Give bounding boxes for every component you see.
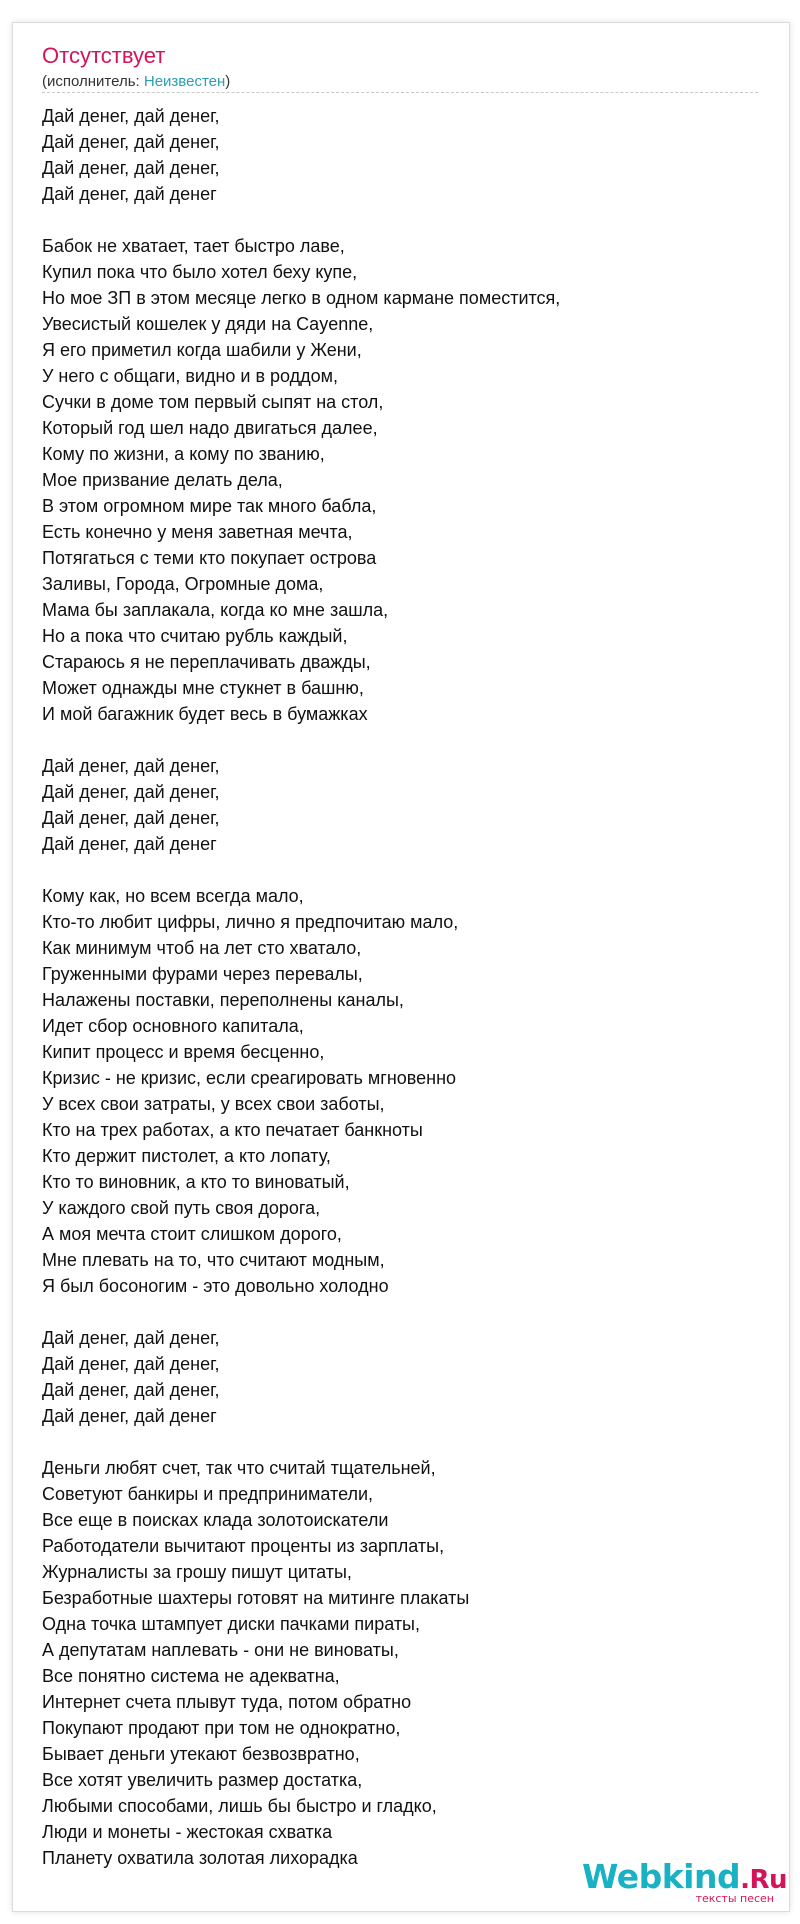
lyric-line: У него с общаги, видно и в роддом, xyxy=(42,366,339,386)
lyric-line: Сучки в доме том первый сыпят на стол, xyxy=(42,392,384,412)
artist-link[interactable]: Неизвестен xyxy=(143,73,226,90)
lyric-line: Дай денег, дай денег xyxy=(42,1406,217,1426)
lyric-line: Груженными фурами через перевалы, xyxy=(42,964,363,984)
lyric-line: Советуют банкиры и предприниматели, xyxy=(42,1484,374,1504)
lyric-line: Кому как, но всем всегда мало, xyxy=(42,886,304,906)
lyric-line: У каждого свой путь своя дорога, xyxy=(42,1198,321,1218)
lyrics-stanza xyxy=(42,233,762,727)
lyric-line: Как минимум чтоб на лет сто хватало, xyxy=(42,938,362,958)
lyric-line: Дай денег, дай денег, xyxy=(42,782,220,802)
lyric-line: Налажены поставки, переполнены каналы, xyxy=(42,990,404,1010)
lyric-line: И мой багажник будет весь в бумажках xyxy=(42,704,368,724)
lyric-line: Мама бы заплакала, когда ко мне зашла, xyxy=(42,600,389,620)
lyric-line: Люди и монеты - жестокая схватка xyxy=(42,1822,333,1842)
lyric-line: Дай денег, дай денег, xyxy=(42,132,220,152)
lyric-line: Одна точка штампует диски пачками пираты, xyxy=(42,1614,420,1634)
lyric-line: Кто держит пистолет, а кто лопату, xyxy=(42,1146,331,1166)
lyric-line: Я был босоногим - это довольно холодно xyxy=(42,1276,389,1296)
logo-tagline: тексты песен xyxy=(695,1892,774,1905)
lyric-line: У всех свои затраты, у всех свои заботы, xyxy=(42,1094,385,1114)
logo-tld: .Ru xyxy=(740,1865,788,1895)
lyric-line: Дай денег, дай денег, xyxy=(42,1328,220,1348)
lyric-line: Может однажды мне стукнет в башню, xyxy=(42,678,364,698)
lyric-line: Интернет счета плывут туда, потом обратно xyxy=(42,1692,412,1712)
lyric-line: Стараюсь я не переплачивать дважды, xyxy=(42,652,371,672)
lyric-line: А моя мечта стоит слишком дорого, xyxy=(42,1224,342,1244)
lyrics-body xyxy=(42,103,762,1871)
header-divider xyxy=(42,92,758,93)
lyric-line: Кипит процесс и время бесценно, xyxy=(42,1042,325,1062)
lyric-line: Но а пока что считаю рубль каждый, xyxy=(42,626,348,646)
logo-name: Webkind xyxy=(582,1857,741,1896)
lyric-line: Кто на трех работах, а кто печатает банкноты xyxy=(42,1120,423,1140)
lyrics-stanza xyxy=(42,1455,762,1871)
lyrics-stanza xyxy=(42,883,762,1299)
lyric-line: Работодатели вычитают проценты из зарплаты, xyxy=(42,1536,445,1556)
lyric-line: Безработные шахтеры готовят на митинге плакаты xyxy=(42,1588,470,1608)
lyric-line: Я его приметил когда шабили у Жени, xyxy=(42,340,362,360)
lyric-line: А депутатам наплевать - они не виноваты, xyxy=(42,1640,399,1660)
lyrics-stanza xyxy=(42,1325,762,1429)
lyric-line: Дай денег, дай денег xyxy=(42,184,217,204)
lyric-line: Идет сбор основного капитала, xyxy=(42,1016,304,1036)
lyric-line: Бывает деньги утекают безвозвратно, xyxy=(42,1744,360,1764)
lyric-line: Журналисты за грошу пишут цитаты, xyxy=(42,1562,352,1582)
lyric-line: Кто то виновник, а кто то виноватый, xyxy=(42,1172,350,1192)
lyric-line: Мое призвание делать дела, xyxy=(42,470,283,490)
artist-line xyxy=(42,72,230,92)
lyric-line: Потягаться с теми кто покупает острова xyxy=(42,548,377,568)
lyric-line: Деньги любят счет, так что считай тщательней, xyxy=(42,1458,436,1478)
lyric-line: Заливы, Города, Огромные дома, xyxy=(42,574,324,594)
lyric-line: Планету охватила золотая лихорадка xyxy=(42,1848,358,1868)
lyric-line: Но мое ЗП в этом месяце легко в одном кармане поместится, xyxy=(42,288,561,308)
lyric-line: Дай денег, дай денег, xyxy=(42,158,220,178)
lyric-line: Купил пока что было хотел беху купе, xyxy=(42,262,358,282)
lyric-line: Кризис - не кризис, если среагировать мгновенно xyxy=(42,1068,457,1088)
lyric-line: Кто-то любит цифры, лично я предпочитаю мало, xyxy=(42,912,459,932)
lyric-line: Дай денег, дай денег, xyxy=(42,808,220,828)
artist-prefix: (исполнитель: xyxy=(42,73,144,90)
webkind-logo[interactable] xyxy=(582,1857,788,1905)
lyric-line: Все еще в поисках клада золотоискатели xyxy=(42,1510,389,1530)
lyric-line: Любыми способами, лишь бы быстро и гладко, xyxy=(42,1796,437,1816)
lyric-line: Кому по жизни, а кому по званию, xyxy=(42,444,325,464)
lyric-line: Дай денег, дай денег, xyxy=(42,106,220,126)
lyric-line: В этом огромном мире так много бабла, xyxy=(42,496,377,516)
lyric-line: Бабок не хватает, тает быстро лаве, xyxy=(42,236,345,256)
artist-suffix: ) xyxy=(225,73,231,90)
lyric-line: Покупают продают при том не однократно, xyxy=(42,1718,401,1738)
lyric-line: Все хотят увеличить размер достатка, xyxy=(42,1770,363,1790)
lyric-line: Все понятно система не адекватна, xyxy=(42,1666,340,1686)
lyric-line: Дай денег, дай денег xyxy=(42,834,217,854)
lyric-line: Дай денег, дай денег, xyxy=(42,1380,220,1400)
lyric-line: Который год шел надо двигаться далее, xyxy=(42,418,378,438)
song-title: Отсутствует xyxy=(42,43,166,68)
lyric-line: Есть конечно у меня заветная мечта, xyxy=(42,522,353,542)
lyrics-stanza xyxy=(42,753,762,857)
lyric-line: Увесистый кошелек у дяди на Cayenne, xyxy=(42,314,374,334)
lyric-line: Дай денег, дай денег, xyxy=(42,756,220,776)
lyric-line: Мне плевать на то, что считают модным, xyxy=(42,1250,385,1270)
lyrics-stanza xyxy=(42,103,762,207)
lyric-line: Дай денег, дай денег, xyxy=(42,1354,220,1374)
